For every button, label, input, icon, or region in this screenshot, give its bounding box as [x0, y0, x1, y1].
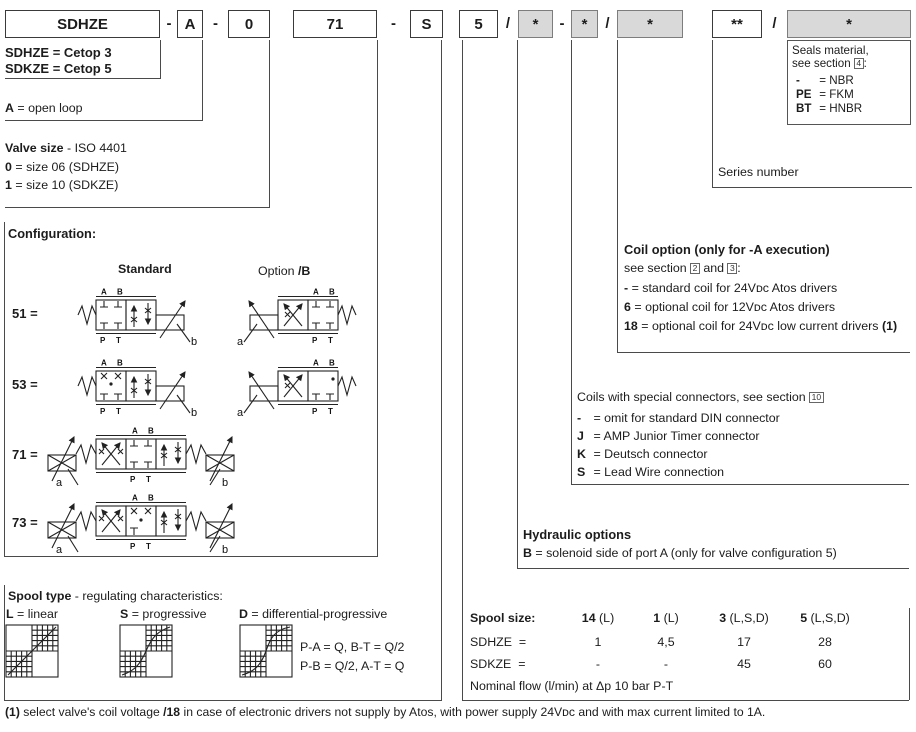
equals-sign: = [634, 300, 642, 314]
spool-type-title [8, 589, 223, 603]
table-cell: 28 [818, 635, 832, 649]
spool-type-item-S [120, 607, 206, 621]
port-label-T: T [328, 336, 333, 345]
see-section-text: and [703, 261, 725, 275]
valve-symbol-71 [46, 425, 238, 487]
footnote-ref: (1) [5, 705, 20, 719]
port-label-A: A [132, 493, 138, 503]
code-separator: - [391, 15, 396, 32]
seals-item [796, 102, 862, 115]
table-cell: - [595, 657, 601, 671]
option-code: S [120, 607, 129, 621]
flow-note-line2: P-B = Q/2, A-T = Q [300, 659, 405, 673]
connector-line [4, 222, 5, 556]
connector-item [577, 429, 760, 443]
equals-sign: = [593, 447, 601, 461]
seals-item [796, 74, 854, 87]
option-code: J [577, 429, 584, 443]
equals-sign: = [30, 515, 38, 530]
option-desc: optional coil for 24Vᴅᴄ low current drivers [651, 319, 879, 333]
col-size: 1 [653, 611, 661, 625]
option-word: Option [258, 264, 298, 278]
seals-title-line1: Seals material, [792, 44, 869, 57]
connector-line [441, 40, 442, 700]
connector-line [712, 40, 713, 187]
port-label-B: B [117, 358, 123, 368]
option-desc: Deutsch connector [604, 447, 708, 461]
col-types: (L,S,D) [810, 611, 850, 625]
code-segment-hydraulic-option: * [518, 10, 553, 38]
equals-sign: = [15, 160, 23, 174]
series-number-label: Series number [718, 165, 799, 179]
flow-note-line1: P-A = Q, B-T = Q/2 [300, 640, 405, 654]
code-separator: - [213, 15, 218, 32]
option-desc: standard coil for 24Vᴅᴄ Atos drivers [642, 281, 838, 295]
option-code: B [523, 546, 532, 560]
code-segment-seals: * [787, 10, 911, 38]
col-size: 5 [800, 611, 808, 625]
section-ref-badge: 3 [727, 263, 737, 275]
valve-symbol-53-standard [78, 357, 202, 417]
port-label-P: P [100, 407, 106, 416]
coil-option-item [624, 300, 835, 314]
equals-sign: = [17, 101, 25, 115]
config-code: 53 [12, 377, 27, 392]
port-label-B: B [117, 287, 123, 297]
port-label-T: T [146, 542, 151, 551]
option-code: - [577, 411, 582, 425]
option-code: S [577, 465, 586, 479]
config-row-label-71 [12, 447, 38, 462]
code-segment-series: ** [712, 10, 762, 38]
connector-line [712, 187, 912, 188]
option-desc: HNBR [829, 102, 863, 115]
code-segment-spool-size: 5 [459, 10, 498, 38]
port-label-B: B [329, 287, 335, 297]
valve-size-title [5, 141, 127, 155]
section-ref-badge: 4 [854, 58, 864, 70]
valve-symbol-51-option [232, 286, 356, 346]
seals-see-section [792, 57, 867, 70]
port-label-A: A [101, 287, 107, 297]
equals-sign: = [15, 178, 23, 192]
spool-type-subtitle: - regulating characteristics: [74, 589, 223, 603]
connector-line [269, 40, 270, 207]
code-segment-spool-type: S [410, 10, 443, 38]
spool-size-note: Nominal flow (l/min) at Δp 10 bar P-T [470, 679, 674, 693]
footnote-text: select valve's coil voltage [19, 705, 164, 719]
connector-line [160, 40, 161, 78]
connector-line [617, 40, 618, 352]
colon: : [863, 57, 867, 70]
connector-line [4, 556, 378, 557]
col-types: (L) [599, 611, 615, 625]
equals-sign: = [30, 377, 38, 392]
port-label-P: P [312, 336, 318, 345]
equals-sign: = [641, 319, 649, 333]
spool-size-col-header [634, 611, 698, 625]
footnote [5, 705, 765, 719]
table-cell: 45 [737, 657, 751, 671]
port-label-B: B [148, 493, 154, 503]
port-label-P: P [100, 336, 106, 345]
valve-size-label: Valve size [5, 141, 64, 155]
solenoid-label-b: b [222, 477, 229, 489]
option-desc: progressive [142, 607, 207, 621]
option-desc: NBR [829, 74, 854, 87]
solenoid-label-b: b [222, 544, 229, 556]
connector-line [517, 40, 518, 568]
code-separator: - [559, 15, 565, 32]
hydraulic-options-item [523, 546, 837, 560]
connector-line [5, 207, 270, 208]
footnote-ref: (1) [881, 319, 898, 333]
option-desc: optional coil for 12Vᴅᴄ Atos drivers [645, 300, 836, 314]
equals-sign: = [535, 546, 543, 560]
regulation-graph-progressive [119, 624, 173, 678]
regulation-graph-differential [239, 624, 293, 678]
option-code: D [239, 607, 248, 621]
equals-sign: = [518, 635, 527, 649]
connector-line [571, 484, 909, 485]
equals-sign: = [30, 306, 38, 321]
spool-type-item-D [239, 607, 387, 621]
option-code: 18 [624, 319, 638, 333]
connector-line [5, 78, 161, 79]
connectors-title-text: Coils with special connectors, see section [577, 390, 806, 404]
equals-sign: = [17, 607, 25, 621]
connector-line [909, 608, 910, 700]
coil-option-item [624, 281, 837, 295]
connectors-title [577, 390, 824, 404]
connector-item [577, 411, 780, 425]
section-ref-badge: 2 [690, 263, 700, 275]
config-code: 51 [12, 306, 27, 321]
valve-symbol-73 [46, 492, 238, 554]
config-row-label-53 [12, 377, 38, 392]
option-code: PE [796, 88, 812, 101]
coil-option-see-section [624, 261, 741, 275]
table-cell: 60 [818, 657, 832, 671]
code-separator: / [505, 15, 511, 32]
option-code: K [577, 447, 586, 461]
port-label-A: A [313, 358, 319, 368]
port-label-P: P [130, 542, 136, 551]
connector-item [577, 447, 707, 461]
colon: : [737, 261, 741, 275]
table-cell: 1 [594, 635, 602, 649]
port-label-T: T [116, 407, 121, 416]
connector-item [577, 465, 724, 479]
series-code: SDKZE [5, 61, 50, 76]
valve-symbol-51-standard [78, 286, 202, 346]
connector-line [377, 40, 378, 556]
code-separator: - [166, 15, 172, 32]
option-desc: AMP Junior Timer connector [603, 429, 760, 443]
connector-line [202, 40, 203, 120]
equals-sign: = [819, 88, 827, 101]
loop-legend [5, 101, 83, 115]
col-size: 3 [719, 611, 727, 625]
col-size: 14 [581, 611, 596, 625]
spool-type-item-L [6, 607, 58, 621]
valve-size-standard: - ISO 4401 [67, 141, 127, 155]
code-segment-config: 71 [293, 10, 377, 38]
equals-sign: = [819, 74, 827, 87]
port-label-T: T [328, 407, 333, 416]
series-name: Cetop 3 [63, 45, 112, 60]
port-label-P: P [130, 475, 136, 484]
option-code: - [796, 74, 800, 87]
port-label-B: B [148, 426, 154, 436]
equals-sign: = [52, 45, 61, 60]
table-cell: 17 [737, 635, 751, 649]
port-label-A: A [101, 358, 107, 368]
configuration-option-header [258, 264, 310, 278]
table-cell: 4,5 [657, 635, 675, 649]
connector-line [617, 352, 910, 353]
valve-size-item [5, 160, 119, 174]
valve-size-item [5, 178, 118, 192]
option-desc: differential-progressive [262, 607, 388, 621]
spool-size-col-header [706, 611, 782, 625]
config-row-label-51 [12, 306, 38, 321]
option-desc: Lead Wire connection [604, 465, 725, 479]
row-series: SDHZE [470, 635, 512, 649]
equals-sign: = [131, 607, 139, 621]
seals-item [796, 88, 854, 101]
option-desc: FKM [829, 88, 854, 101]
config-code: 71 [12, 447, 27, 462]
connector-line [462, 700, 909, 701]
equals-sign: = [593, 465, 601, 479]
spool-size-row-label [470, 657, 525, 671]
series-name: Cetop 5 [63, 61, 112, 76]
equals-sign: = [593, 429, 601, 443]
spool-size-col-header [566, 611, 630, 625]
equals-sign: = [819, 102, 827, 115]
valve-symbol-53-option [232, 357, 356, 417]
option-code: - [624, 281, 629, 295]
table-cell: - [663, 657, 669, 671]
see-section-text: see section [792, 57, 851, 70]
coil-option-item [624, 319, 897, 333]
code-separator: / [605, 15, 610, 32]
equals-sign: = [52, 61, 61, 76]
hydraulic-options-title: Hydraulic options [523, 527, 632, 542]
equals-sign: = [631, 281, 639, 295]
code-segment-model: SDHZE [5, 10, 160, 38]
col-types: (L,S,D) [729, 611, 769, 625]
loop-desc: open loop [28, 101, 83, 115]
row-series: SDKZE [470, 657, 512, 671]
configuration-standard-header: Standard [118, 262, 172, 276]
code-separator: / [772, 15, 777, 32]
code-segment-connector: * [571, 10, 598, 38]
spool-size-col-header [786, 611, 864, 625]
see-section-text: see section [624, 261, 687, 275]
connector-line [571, 40, 572, 484]
connector-line [517, 568, 909, 569]
port-label-B: B [329, 358, 335, 368]
configuration-title: Configuration: [8, 226, 97, 241]
port-label-T: T [146, 475, 151, 484]
loop-code: A [5, 101, 14, 115]
option-code: 0 [5, 160, 12, 174]
spool-size-title: Spool size: [470, 611, 536, 625]
port-label-P: P [312, 407, 318, 416]
option-desc: size 06 (SDHZE) [26, 160, 120, 174]
config-row-label-73 [12, 515, 38, 530]
connector-line [462, 40, 463, 700]
spool-size-row-label [470, 635, 526, 649]
section-ref-badge: 10 [809, 392, 823, 404]
solenoid-label-b: b [191, 336, 198, 348]
solenoid-label-a: a [237, 336, 244, 348]
solenoid-label-a: a [237, 407, 244, 419]
series-legend-row [5, 61, 112, 76]
option-desc: linear [27, 607, 59, 621]
equals-sign: = [251, 607, 259, 621]
option-desc: size 10 (SDKZE) [26, 178, 119, 192]
solenoid-label-a: a [56, 544, 63, 556]
option-code: 1 [5, 178, 12, 192]
solenoid-label-a: a [56, 477, 63, 489]
connector-line [4, 700, 442, 701]
option-code: BT [796, 102, 812, 115]
port-label-A: A [132, 426, 138, 436]
option-desc: omit for standard DIN connector [604, 411, 780, 425]
code-segment-size: 0 [228, 10, 270, 38]
option-code: L [6, 607, 14, 621]
option-code: 6 [624, 300, 631, 314]
option-code: /B [297, 264, 311, 278]
footnote-text: in case of electronic drivers not supply by Atos, with power supply 24Vᴅᴄ and with max current limited to 1A. [180, 705, 766, 719]
spool-type-label: Spool type [8, 589, 72, 603]
footnote-code: /18 [163, 705, 181, 719]
config-code: 73 [12, 515, 27, 530]
series-legend-row [5, 45, 112, 60]
option-desc: solenoid side of port A (only for valve configuration 5) [546, 546, 837, 560]
connector-line [5, 120, 203, 121]
port-label-A: A [313, 287, 319, 297]
series-code: SDHZE [5, 45, 50, 60]
solenoid-label-b: b [191, 407, 198, 419]
equals-sign: = [518, 657, 526, 671]
code-segment-loop: A [177, 10, 203, 38]
coil-option-title: Coil option (only for -A execution) [624, 242, 830, 257]
port-label-T: T [116, 336, 121, 345]
equals-sign: = [30, 447, 38, 462]
regulation-graph-linear [5, 624, 59, 678]
col-types: (L) [663, 611, 679, 625]
code-segment-coil-option: * [617, 10, 683, 38]
equals-sign: = [593, 411, 601, 425]
